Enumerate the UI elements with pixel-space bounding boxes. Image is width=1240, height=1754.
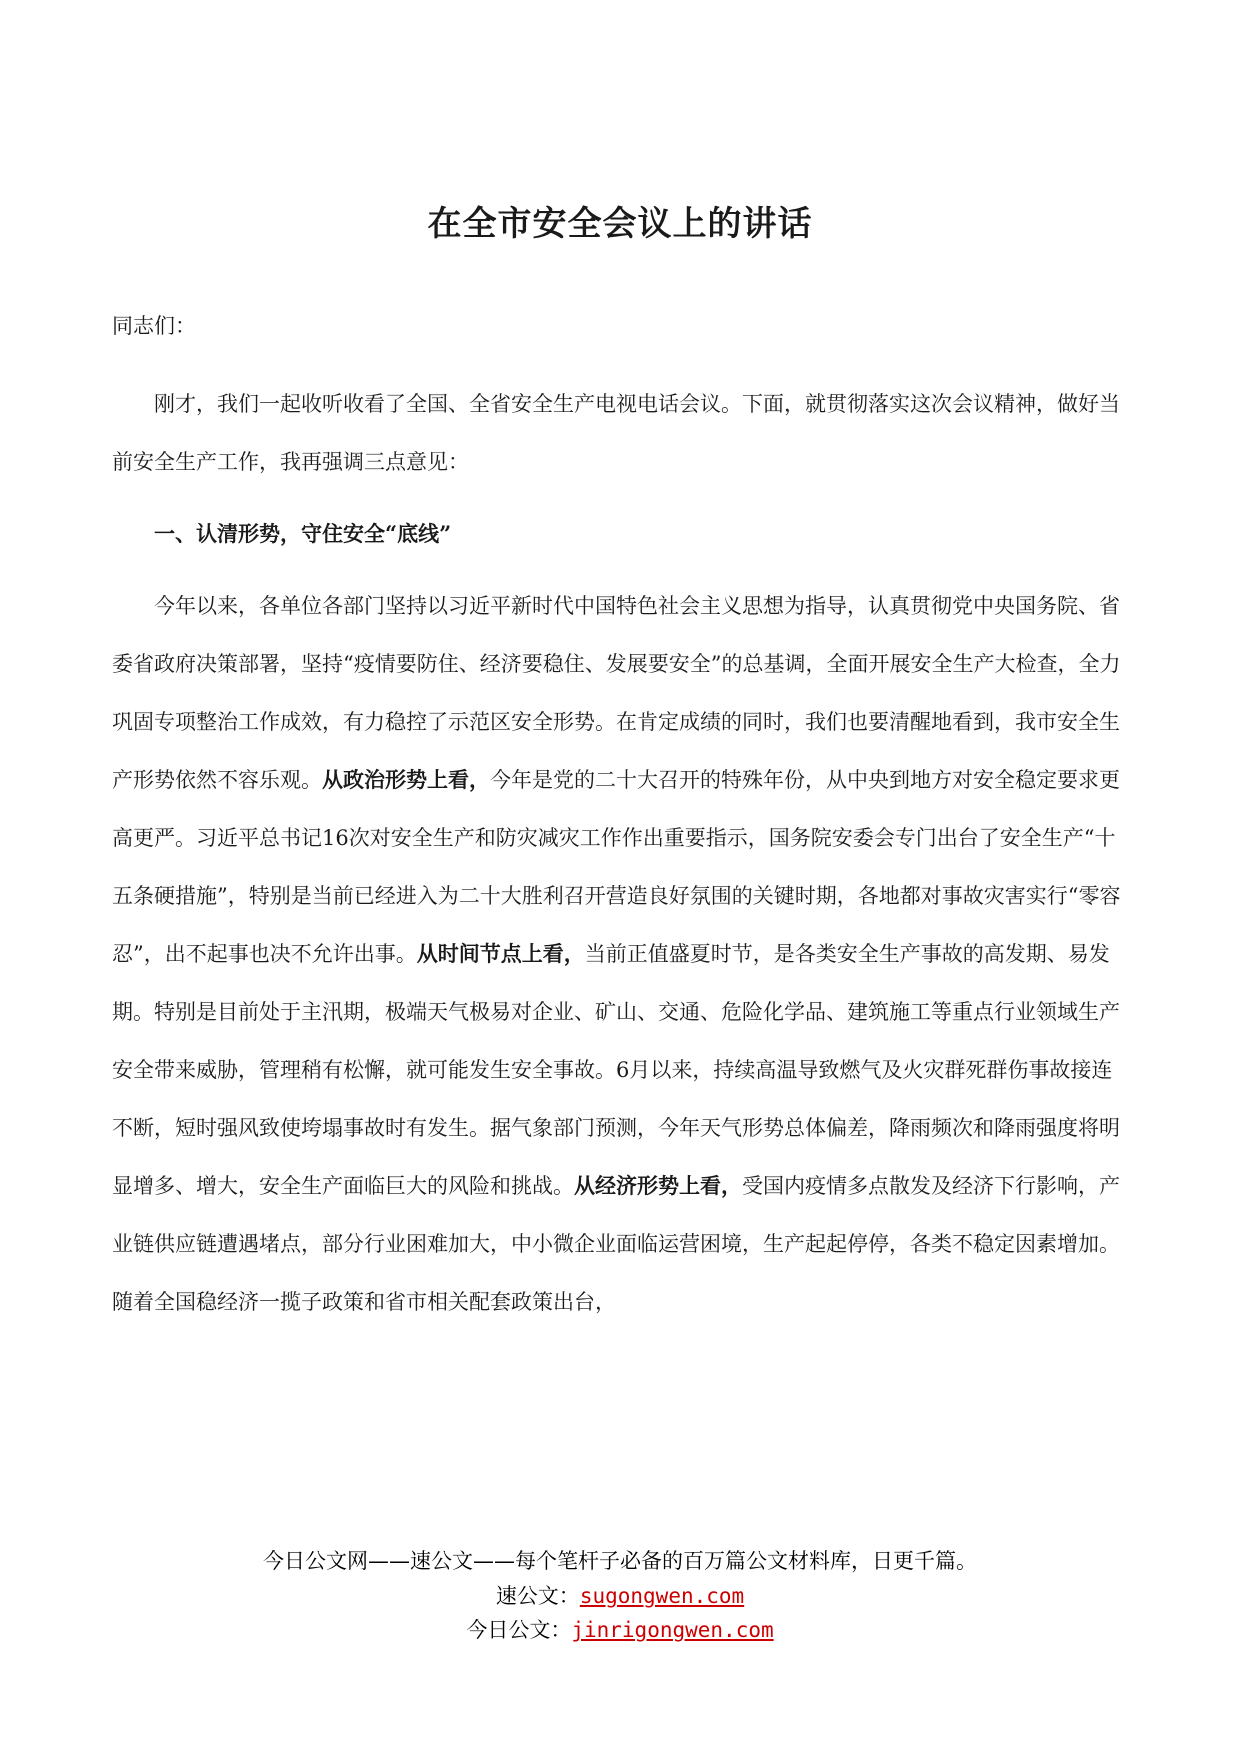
footer-promo-line: 今日公文网——速公文——每个笔杆子必备的百万篇公文材料库，日更千篇。 (263, 1549, 977, 1573)
emphasis-economic: 从经济形势上看， (574, 1173, 742, 1198)
paragraph-text: 今年是党的二十大召开的特殊年份，从中央到地方对安全稳定要求更高更严。习近平总书记16次对安全生产和防灾减灾工作作出重要指示，国务院安委会专门出台了安全生产“十五条硬措施”，特别是当前已经进入为二十大胜利召开营造良好氛围的关键时期，各地都对事故灾害实行“零容忍”，出不起事也决不允许出事。 (112, 768, 1121, 966)
paragraph-text: 当前正值盛夏时节，是各类安全生产事故的高发期、易发期。特别是目前处于主汛期，极端天气极易对企业、矿山、交通、危险化学品、建筑施工等重点行业领域生产安全带来威胁，管理稍有松懈，就可能发生安全事故。6月以来，持续高温导致燃气及火灾群死群伤事故接连不断，短时强风致使垮塌事故时有发生。据气象部门预测，今年天气形势总体偏差，降雨频次和降雨强度将明显增多、增大，安全生产面临巨大的风险和挑战。 (112, 942, 1120, 1198)
footer-site-2 (0, 1614, 1240, 1644)
paragraph-text: 今年以来，各单位各部门坚持以习近平新时代中国特色社会主义思想为指导，认真贯彻党中央国务院、省委省政府决策部署，坚持“疫情要防住、经济要稳住、发展要安全”的总基调，全面开展安全生产大检查，全力巩固专项整治工作成效，有力稳控了示范区安全形势。在肯定成绩的同时，我们也要清醒地看到，我市安全生产形势依然不容乐观。 (112, 594, 1121, 792)
footer-site-1 (0, 1580, 1240, 1610)
footer-site-2-label: 今日公文： (466, 1618, 572, 1642)
paragraph-text: 受国内疫情多点散发及经济下行影响，产业链供应链遭遇堵点，部分行业困难加大，中小微企业面临运营困境，生产起起停停，各类不稳定因素增加。随着全国稳经济一揽子政策和省市相关配套政策出台， (112, 1174, 1120, 1314)
document-title: 在全市安全会议上的讲话 (427, 204, 813, 244)
intro-paragraph: 刚才，我们一起收听收看了全国、全省安全生产电视电话会议。下面，就贯彻落实这次会议精神，做好当前安全生产工作，我再强调三点意见： (112, 392, 1120, 474)
footer-link-jinrigongwen[interactable]: jinrigongwen.com (571, 1618, 774, 1642)
section-1-paragraph (112, 577, 1130, 1331)
footer-link-sugongwen[interactable]: sugongwen.com (579, 1584, 745, 1608)
footer-site-1-label: 速公文： (495, 1584, 580, 1608)
salutation: 同志们： (112, 314, 196, 338)
document-body (112, 375, 1130, 1331)
emphasis-political: 从政治形势上看， (322, 767, 490, 792)
section-1-heading: 一、认清形势，守住安全“底线” (154, 521, 452, 546)
emphasis-timing: 从时间节点上看， (416, 941, 585, 966)
